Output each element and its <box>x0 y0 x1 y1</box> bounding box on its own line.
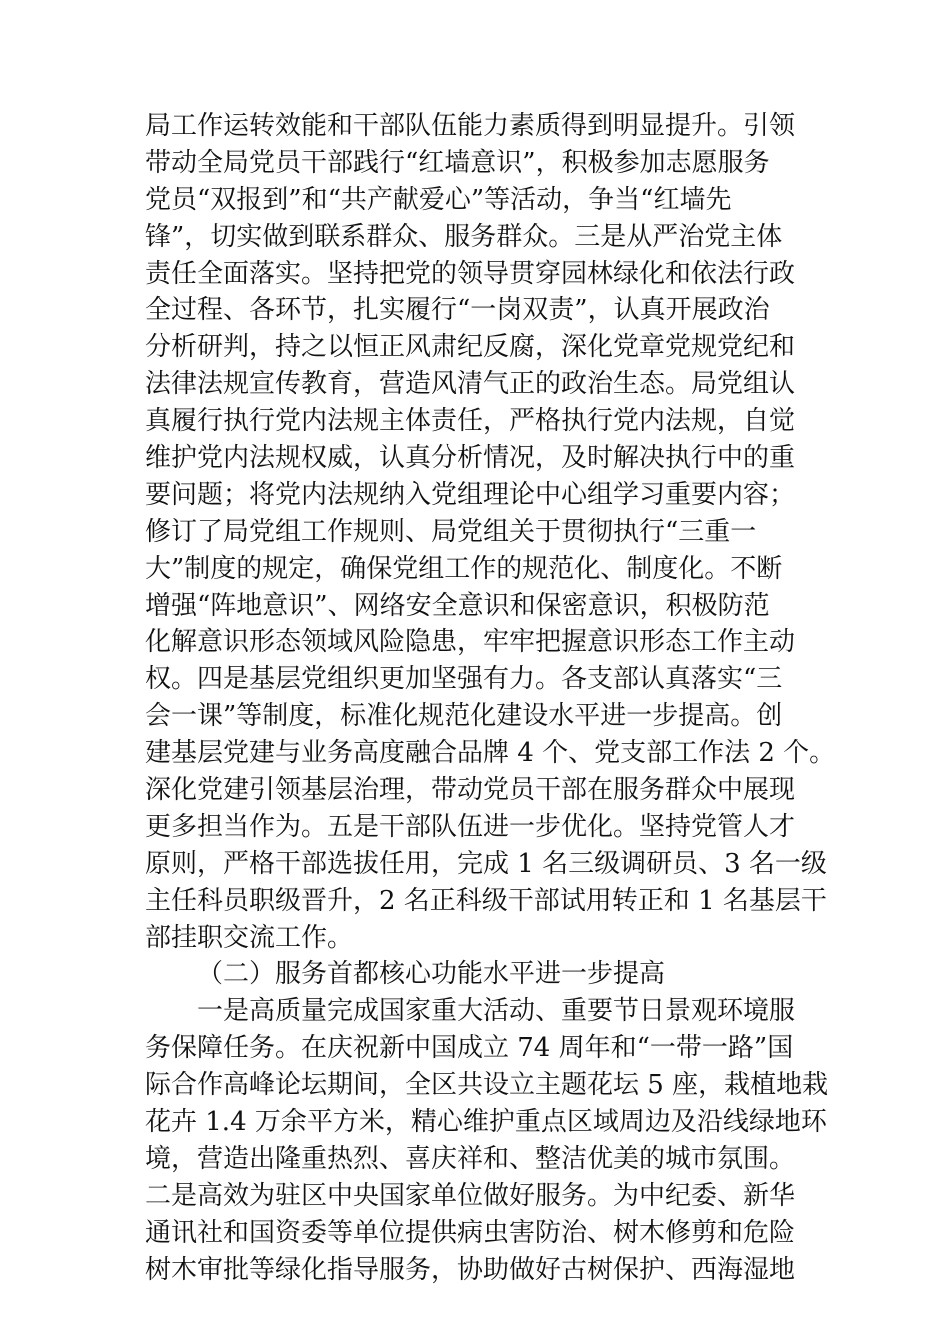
text-line-10: 维护党内法规权威，认真分析情况，及时解决执行中的重 <box>145 443 796 474</box>
text-line-18: 建基层党建与业务高度融合品牌 4 个、党支部工作法 2 个。 <box>145 738 836 769</box>
text-line-6: 全过程、各环节，扎实履行“一岗双责”，认真开展政治 <box>145 295 770 326</box>
text-line-28: 花卉 1.4 万余平方米，精心维护重点区域周边及沿线绿地环 <box>145 1107 827 1138</box>
text-line-14: 增强“阵地意识”、网络安全意识和保密意识，积极防范 <box>145 590 770 621</box>
text-line-31: 通讯社和国资委等单位提供病虫害防治、树木修剪和危险 <box>145 1217 796 1248</box>
text-line-9: 真履行执行党内法规主体责任，严格执行党内法规，自觉 <box>145 406 796 437</box>
text-line-26: 务保障任务。在庆祝新中国成立 74 周年和“一带一路”国 <box>145 1033 794 1064</box>
text-line-5: 责任全面落实。坚持把党的领导贯穿园林绿化和依法行政 <box>145 258 796 289</box>
text-line-25: 一是高质量完成国家重大活动、重要节日景观环境服 <box>197 996 796 1027</box>
section-heading: （二）服务首都核心功能水平进一步提高 <box>197 959 666 990</box>
text-line-1: 局工作运转效能和干部队伍能力素质得到明显提升。引领 <box>145 111 796 141</box>
text-line-16: 权。四是基层党组织更加坚强有力。各支部认真落实“三 <box>145 664 783 695</box>
text-line-12: 修订了局党组工作规则、局党组关于贯彻执行“三重一 <box>145 516 757 547</box>
text-line-30: 二是高效为驻区中央国家单位做好服务。为中纪委、新华 <box>145 1180 796 1211</box>
text-line-3: 党员“双报到”和“共产献爱心”等活动，争当“红墙先 <box>145 184 732 215</box>
text-line-22: 主任科员职级晋升，2 名正科级干部试用转正和 1 名基层干 <box>145 885 827 916</box>
text-line-32: 树木审批等绿化指导服务，协助做好古树保护、西海湿地 <box>145 1254 796 1285</box>
text-line-7: 分析研判，持之以恒正风肃纪反腐，深化党章党规党纪和 <box>145 332 796 363</box>
text-line-2: 带动全局党员干部践行“红墙意识”，积极参加志愿服务 <box>145 147 770 178</box>
text-line-8: 法律法规宣传教育，营造风清气正的政治生态。局党组认 <box>145 369 796 400</box>
text-line-4: 锋”，切实做到联系群众、服务群众。三是从严治党主体 <box>145 221 783 252</box>
text-line-11: 要问题；将党内法规纳入党组理论中心组学习重要内容； <box>145 479 796 510</box>
text-line-13: 大”制度的规定，确保党组工作的规范化、制度化。不断 <box>145 553 783 584</box>
text-line-15: 化解意识形态领域风险隐患，牢牢把握意识形态工作主动 <box>145 627 796 658</box>
text-line-23: 部挂职交流工作。 <box>145 922 354 953</box>
text-line-29: 境，营造出隆重热烈、喜庆祥和、整洁优美的城市氛围。 <box>145 1143 796 1174</box>
text-line-21: 原则，严格干部选拔任用，完成 1 名三级调研员、3 名一级 <box>145 848 827 879</box>
text-line-19: 深化党建引领基层治理，带动党员干部在服务群众中展现 <box>145 775 796 806</box>
text-line-17: 会一课”等制度，标准化规范化建设水平进一步提高。创 <box>145 701 783 732</box>
text-line-20: 更多担当作为。五是干部队伍进一步优化。坚持党管人才 <box>145 811 796 842</box>
body-text <box>145 108 836 1289</box>
text-line-27: 际合作高峰论坛期间，全区共设立主题花坛 5 座，栽植地栽 <box>145 1070 829 1101</box>
